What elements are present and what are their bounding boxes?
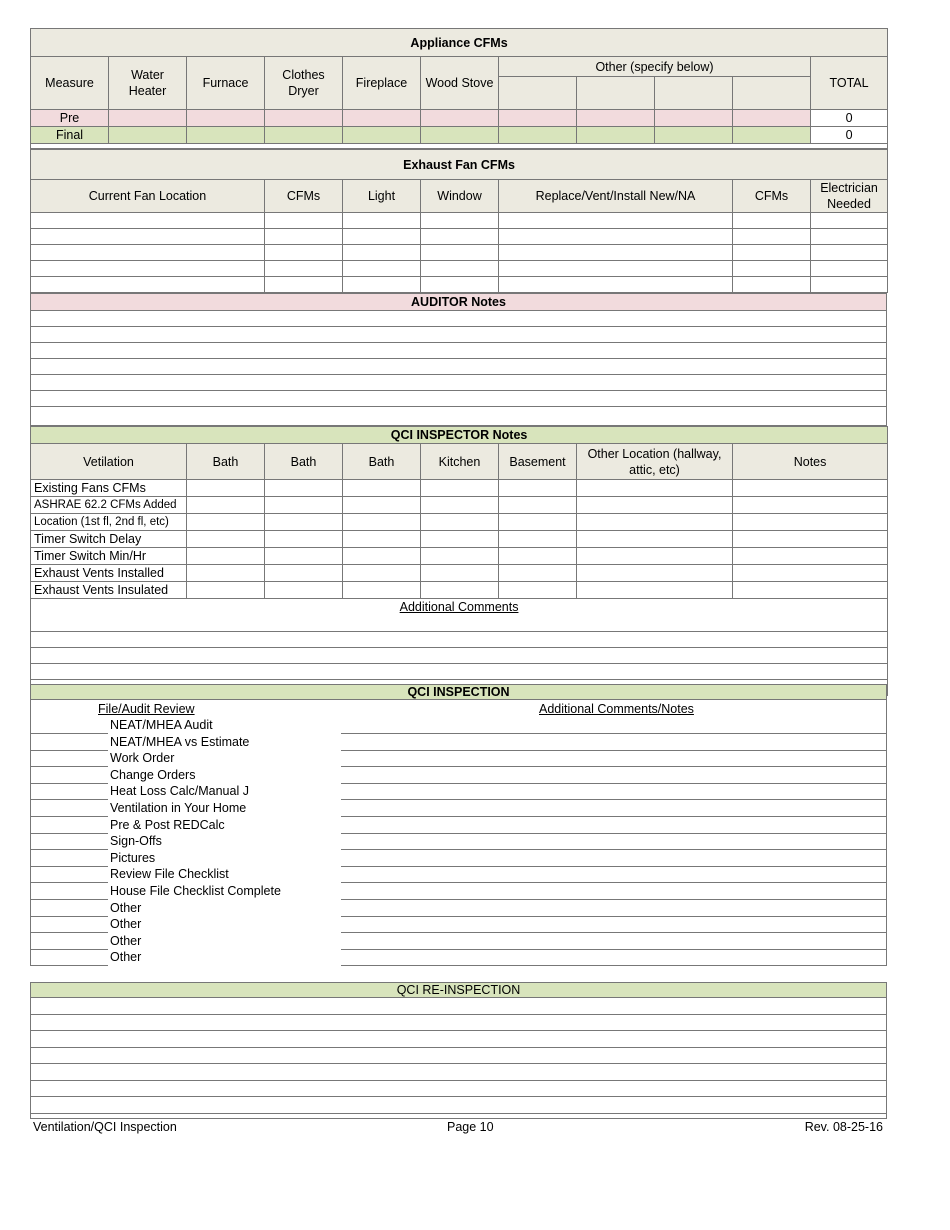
row-final-label: Final: [31, 127, 109, 144]
notes-line[interactable]: [341, 800, 887, 817]
additional-comments-label: Additional Comments: [399, 600, 519, 614]
item-label: Other: [110, 950, 142, 965]
cell[interactable]: [31, 229, 265, 245]
col-measure: Measure: [31, 57, 109, 110]
qci-reinspection-title: QCI RE-INSPECTION: [30, 982, 887, 998]
cell[interactable]: [577, 548, 733, 565]
cell[interactable]: [265, 565, 343, 582]
cell[interactable]: [31, 277, 265, 293]
cell[interactable]: [499, 548, 577, 565]
item-label: Work Order: [110, 751, 175, 766]
cell[interactable]: [499, 229, 733, 245]
spacer: [31, 144, 888, 149]
notes-line[interactable]: [31, 375, 887, 391]
col-cfms: CFMs: [265, 180, 343, 213]
reinspection-line[interactable]: [30, 998, 887, 1015]
cell[interactable]: [421, 213, 499, 229]
col-water-heater: Water Heater: [109, 57, 187, 110]
item-label: Pictures: [110, 850, 156, 865]
list-item: [30, 866, 887, 883]
cell[interactable]: [733, 213, 811, 229]
col-ventilation: Vetilation: [31, 444, 187, 480]
col-clothes-dryer: Clothes Dryer: [265, 57, 343, 110]
row-label: Exhaust Vents Insulated: [31, 582, 187, 599]
cell[interactable]: [265, 480, 343, 497]
item-label: Other: [110, 917, 142, 932]
notes-line[interactable]: [31, 311, 887, 327]
reinspection-line[interactable]: [30, 1031, 887, 1048]
notes-line[interactable]: [341, 883, 887, 900]
cell[interactable]: [187, 582, 265, 599]
final-cell[interactable]: [265, 127, 343, 144]
cell[interactable]: [265, 548, 343, 565]
final-cell[interactable]: [499, 127, 577, 144]
item-label: NEAT/MHEA Audit: [110, 718, 213, 732]
cell[interactable]: [733, 582, 888, 599]
row-pre-label: Pre: [31, 110, 109, 127]
check-field[interactable]: [30, 767, 108, 784]
col-replace: Replace/Vent/Install New/NA: [499, 180, 733, 213]
cell[interactable]: [265, 497, 343, 514]
cell[interactable]: [811, 229, 888, 245]
cell[interactable]: [733, 548, 888, 565]
file-audit-review-label: File/Audit Review: [98, 702, 195, 716]
appliance-cfms-table: [30, 28, 888, 149]
notes-line[interactable]: [341, 717, 887, 734]
cell[interactable]: [499, 531, 577, 548]
other-3-field[interactable]: [655, 77, 733, 110]
qci-inspector-notes-table: [30, 426, 888, 696]
cell[interactable]: [343, 582, 421, 599]
notes-line[interactable]: [341, 866, 887, 883]
col-notes: Notes: [733, 444, 888, 480]
col-electrician: Electrician Needed: [811, 180, 888, 213]
cell[interactable]: [811, 277, 888, 293]
cell[interactable]: [733, 261, 811, 277]
reinspection-line[interactable]: [30, 1064, 887, 1081]
notes-line[interactable]: [31, 343, 887, 359]
col-other: Other (specify below): [499, 57, 811, 77]
check-field[interactable]: [30, 916, 108, 933]
list-item: [30, 767, 887, 784]
notes-line[interactable]: [341, 833, 887, 850]
comments-line[interactable]: [31, 648, 888, 664]
list-item: [30, 734, 887, 751]
pre-cell[interactable]: [343, 110, 421, 127]
list-item: [30, 750, 887, 767]
cell[interactable]: [265, 531, 343, 548]
qci-notes-title: QCI INSPECTOR Notes: [31, 427, 888, 444]
cell[interactable]: [343, 480, 421, 497]
item-label: House File Checklist Complete: [110, 884, 281, 898]
comments-line[interactable]: [31, 632, 888, 648]
list-item: [30, 883, 887, 900]
cell[interactable]: [499, 480, 577, 497]
cell[interactable]: [421, 565, 499, 582]
footer-title: Ventilation/QCI Inspection: [33, 1120, 177, 1134]
cell[interactable]: [265, 514, 343, 531]
col-window: Window: [421, 180, 499, 213]
check-field[interactable]: [30, 883, 108, 900]
reinspection-line[interactable]: [30, 1081, 887, 1098]
cell[interactable]: [343, 497, 421, 514]
cell[interactable]: [343, 261, 421, 277]
cell[interactable]: [265, 213, 343, 229]
cell[interactable]: [499, 277, 733, 293]
additional-comments-notes-label: Additional Comments/Notes: [539, 702, 694, 716]
final-cell[interactable]: [655, 127, 733, 144]
item-label: Other: [110, 933, 142, 948]
col-bath: Bath: [187, 444, 265, 480]
cell[interactable]: [31, 245, 265, 261]
col-cfms-new: CFMs: [733, 180, 811, 213]
reinspection-line[interactable]: [30, 1114, 887, 1119]
exhaust-fan-table: [30, 149, 888, 293]
auditor-notes-table: [30, 293, 887, 426]
col-fan-location: Current Fan Location: [31, 180, 265, 213]
cell[interactable]: [499, 582, 577, 599]
pre-cell[interactable]: [265, 110, 343, 127]
table-row: [31, 245, 888, 261]
cell[interactable]: [265, 245, 343, 261]
list-item: [30, 817, 887, 834]
cell[interactable]: [343, 548, 421, 565]
cell[interactable]: [343, 229, 421, 245]
pre-total: 0: [811, 110, 888, 127]
notes-line[interactable]: [31, 327, 887, 343]
exhaust-title: Exhaust Fan CFMs: [31, 150, 888, 180]
comments-line[interactable]: [31, 664, 888, 680]
item-label: Ventilation in Your Home: [110, 801, 247, 815]
cell[interactable]: [577, 565, 733, 582]
cell[interactable]: [265, 582, 343, 599]
cell[interactable]: [421, 514, 499, 531]
list-item: [30, 800, 887, 817]
item-label: Sign-Offs: [110, 834, 162, 849]
cell[interactable]: [499, 261, 733, 277]
additional-comments-cell[interactable]: [31, 599, 888, 632]
cell[interactable]: [733, 229, 811, 245]
item-label: Review File Checklist: [110, 867, 229, 882]
row-label: Existing Fans CFMs: [31, 480, 187, 497]
notes-line[interactable]: [31, 391, 887, 407]
cell[interactable]: [733, 277, 811, 293]
cell[interactable]: [421, 245, 499, 261]
col-basement: Basement: [499, 444, 577, 480]
final-cell[interactable]: [733, 127, 811, 144]
cell[interactable]: [421, 531, 499, 548]
cell[interactable]: [733, 497, 888, 514]
cell[interactable]: [577, 497, 733, 514]
cell[interactable]: [811, 261, 888, 277]
notes-line[interactable]: [341, 734, 887, 751]
cell[interactable]: [577, 582, 733, 599]
list-item: [30, 949, 887, 966]
table-row: [31, 514, 888, 531]
item-label: Pre & Post REDCalc: [110, 817, 225, 832]
check-field[interactable]: [30, 949, 108, 966]
cell[interactable]: [811, 245, 888, 261]
qci-inspection-title: QCI INSPECTION: [30, 684, 887, 700]
notes-line[interactable]: [341, 817, 887, 834]
check-field[interactable]: [30, 866, 108, 883]
table-row: [31, 582, 888, 599]
cell[interactable]: [187, 497, 265, 514]
cell[interactable]: [421, 480, 499, 497]
notes-line[interactable]: [341, 750, 887, 767]
cell[interactable]: [499, 565, 577, 582]
col-light: Light: [343, 180, 421, 213]
col-fireplace: Fireplace: [343, 57, 421, 110]
notes-line[interactable]: [341, 767, 887, 784]
cell[interactable]: [733, 565, 888, 582]
cell[interactable]: [265, 277, 343, 293]
final-cell[interactable]: [109, 127, 187, 144]
cell[interactable]: [421, 548, 499, 565]
final-cell[interactable]: [343, 127, 421, 144]
item-label: Other: [110, 900, 142, 915]
item-label: Heat Loss Calc/Manual J: [110, 784, 249, 799]
list-item: [30, 900, 887, 917]
cell[interactable]: [499, 245, 733, 261]
auditor-title: AUDITOR Notes: [31, 294, 887, 311]
pre-cell[interactable]: [655, 110, 733, 127]
row-label: ASHRAE 62.2 CFMs Added: [31, 497, 187, 514]
cell[interactable]: [421, 229, 499, 245]
cell[interactable]: [343, 213, 421, 229]
other-2-field[interactable]: [577, 77, 655, 110]
notes-line[interactable]: [31, 359, 887, 375]
cell[interactable]: [421, 582, 499, 599]
final-cell[interactable]: [577, 127, 655, 144]
table-row: [31, 277, 888, 293]
table-row: [31, 548, 888, 565]
cell[interactable]: [499, 213, 733, 229]
check-field[interactable]: [30, 850, 108, 867]
table-row: [31, 480, 888, 497]
check-field[interactable]: [30, 750, 108, 767]
item-label: NEAT/MHEA vs Estimate: [110, 734, 250, 749]
cell[interactable]: [187, 480, 265, 497]
row-label: Exhaust Vents Installed: [31, 565, 187, 582]
pre-cell[interactable]: [499, 110, 577, 127]
page-number: Page 10: [447, 1120, 494, 1134]
notes-line[interactable]: [341, 783, 887, 800]
cell[interactable]: [733, 531, 888, 548]
row-label: Timer Switch Delay: [31, 531, 187, 548]
pre-cell[interactable]: [733, 110, 811, 127]
col-bath: Bath: [265, 444, 343, 480]
cell[interactable]: [499, 514, 577, 531]
cell[interactable]: [187, 565, 265, 582]
reinspection-line[interactable]: [30, 1097, 887, 1114]
pre-cell[interactable]: [109, 110, 187, 127]
row-label: Timer Switch Min/Hr: [31, 548, 187, 565]
other-1-field[interactable]: [499, 77, 577, 110]
check-field[interactable]: [30, 833, 108, 850]
col-kitchen: Kitchen: [421, 444, 499, 480]
cell[interactable]: [811, 213, 888, 229]
table-row: [31, 229, 888, 245]
cell[interactable]: [187, 514, 265, 531]
cell[interactable]: [31, 213, 265, 229]
notes-line[interactable]: [341, 850, 887, 867]
check-field[interactable]: [30, 734, 108, 751]
other-4-field[interactable]: [733, 77, 811, 110]
item-label: Change Orders: [110, 767, 196, 782]
cell[interactable]: [577, 480, 733, 497]
cell[interactable]: [187, 548, 265, 565]
cell[interactable]: [343, 531, 421, 548]
cell[interactable]: [421, 497, 499, 514]
cell[interactable]: [265, 261, 343, 277]
reinspection-line[interactable]: [30, 1015, 887, 1032]
notes-line[interactable]: [341, 900, 887, 917]
cell[interactable]: [343, 514, 421, 531]
list-item: [30, 933, 887, 950]
final-total: 0: [811, 127, 888, 144]
check-field[interactable]: [30, 817, 108, 834]
check-field[interactable]: [30, 933, 108, 950]
col-wood-stove: Wood Stove: [421, 57, 499, 110]
col-bath: Bath: [343, 444, 421, 480]
cell[interactable]: [265, 229, 343, 245]
col-total: TOTAL: [811, 57, 888, 110]
table-row: [31, 213, 888, 229]
notes-line[interactable]: [341, 949, 887, 966]
col-other-location: Other Location (hallway, attic, etc): [577, 444, 733, 480]
list-item: [30, 916, 887, 933]
pre-cell[interactable]: [421, 110, 499, 127]
check-field[interactable]: [30, 783, 108, 800]
appliance-title: Appliance CFMs: [31, 29, 888, 57]
check-field[interactable]: [30, 900, 108, 917]
check-field[interactable]: [30, 800, 108, 817]
cell[interactable]: [31, 261, 265, 277]
cell[interactable]: [733, 514, 888, 531]
reinspection-line[interactable]: [30, 1048, 887, 1065]
cell[interactable]: [187, 531, 265, 548]
table-row: [31, 497, 888, 514]
list-item: [30, 783, 887, 800]
cell[interactable]: [421, 277, 499, 293]
table-row: [31, 565, 888, 582]
cell[interactable]: [733, 245, 811, 261]
check-field[interactable]: [30, 717, 108, 734]
cell[interactable]: [733, 480, 888, 497]
revision-date: Rev. 08-25-16: [804, 1120, 883, 1134]
cell[interactable]: [577, 514, 733, 531]
cell[interactable]: [577, 531, 733, 548]
notes-line[interactable]: [341, 933, 887, 950]
cell[interactable]: [343, 277, 421, 293]
cell[interactable]: [343, 565, 421, 582]
notes-line[interactable]: [31, 407, 887, 426]
list-item: [30, 833, 887, 850]
cell[interactable]: [421, 261, 499, 277]
col-furnace: Furnace: [187, 57, 265, 110]
final-cell[interactable]: [421, 127, 499, 144]
form-top: [30, 28, 887, 696]
table-row: [31, 531, 888, 548]
final-cell[interactable]: [187, 127, 265, 144]
cell[interactable]: [343, 245, 421, 261]
pre-cell[interactable]: [577, 110, 655, 127]
table-row: [31, 261, 888, 277]
row-label: Location (1st fl, 2nd fl, etc): [31, 514, 187, 531]
notes-line[interactable]: [341, 916, 887, 933]
list-item: [30, 850, 887, 867]
pre-cell[interactable]: [187, 110, 265, 127]
list-item: [30, 717, 887, 734]
cell[interactable]: [499, 497, 577, 514]
